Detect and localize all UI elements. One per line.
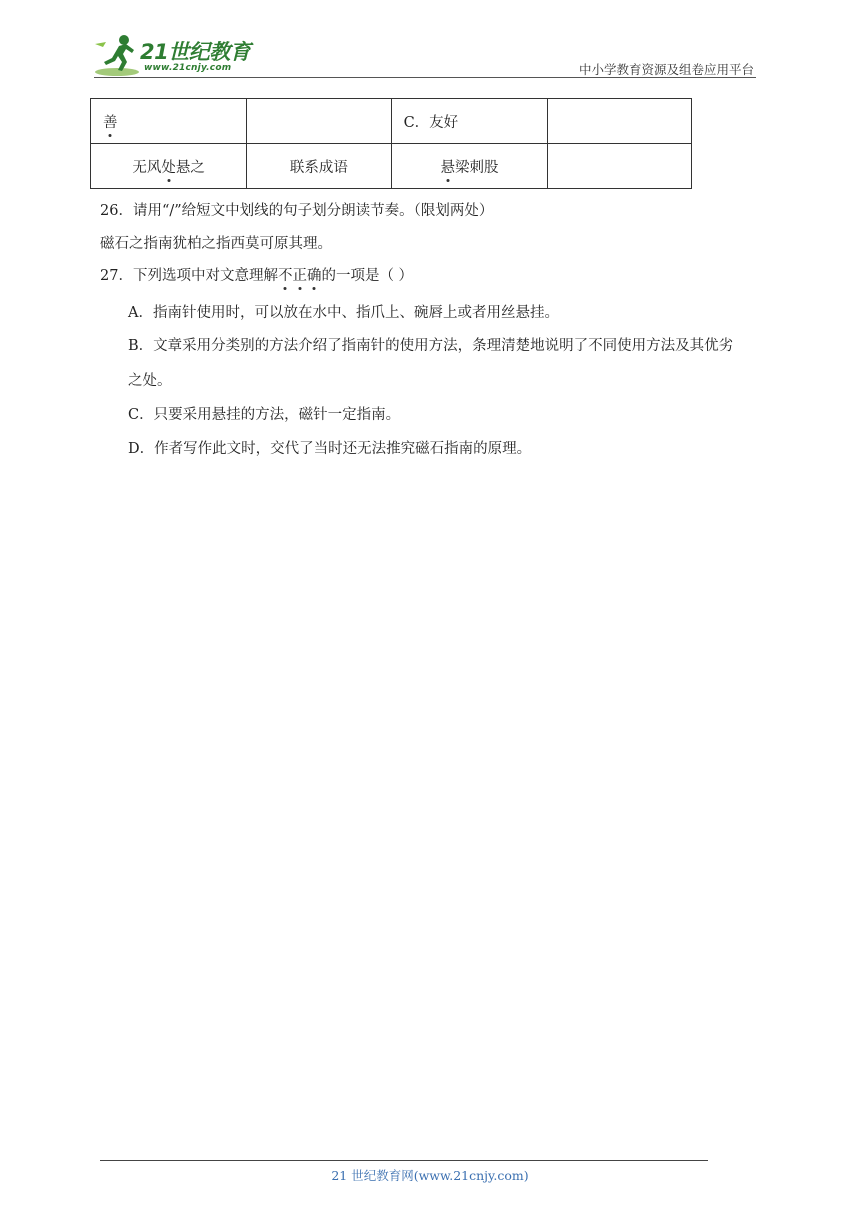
table-cell [91, 144, 247, 189]
question-27 [100, 264, 413, 285]
footer-divider [100, 1160, 708, 1161]
cell-text: 无风 [132, 159, 162, 176]
site-logo[interactable] [92, 32, 262, 78]
table-cell: 联系成语 [247, 144, 391, 189]
logo-title: 21世纪教育 [140, 40, 251, 64]
table-row [91, 99, 692, 144]
emphasis-dotted-char: 正 [292, 264, 307, 285]
table-cell[interactable] [548, 144, 692, 189]
question-27-suffix: 的一项是（ ） [321, 268, 414, 284]
table-cell [91, 99, 247, 144]
page-header [92, 30, 756, 78]
emphasis-dotted-char: 确 [307, 264, 322, 285]
table-cell: C．友好 [391, 99, 548, 144]
option-d[interactable]: D．作者写作此文时，交代了当时还无法推究磁石指南的原理。 [128, 441, 532, 457]
runner-logo-icon [92, 32, 142, 78]
option-b[interactable]: B．文章采用分类别的方法介绍了指南针的使用方法，条理清楚地说明了不同使用方法及其优劣 [128, 338, 734, 354]
table-cell[interactable] [247, 99, 391, 144]
cell-text: 悬之 [175, 159, 205, 176]
option-c[interactable]: C．只要采用悬挂的方法，磁针一定指南。 [128, 407, 401, 423]
option-b-continued[interactable]: 之处。 [128, 373, 172, 389]
header-divider [94, 77, 756, 78]
cell-text: 梁刺股 [454, 159, 499, 176]
emphasis-dotted-char: 善 [103, 111, 118, 132]
table-cell [391, 144, 548, 189]
option-a[interactable]: A．指南针使用时，可以放在水中、指爪上、碗唇上或者用丝悬挂。 [128, 305, 559, 321]
emphasis-dotted-char: 处 [161, 156, 176, 177]
vocab-table [90, 98, 692, 189]
footer-link[interactable]: 21 世纪教育网(www.21cnjy.com) [331, 1168, 529, 1183]
table-row [91, 144, 692, 189]
emphasis-dotted-char: 不 [278, 264, 293, 285]
emphasis-dotted-char: 悬 [440, 156, 455, 177]
logo-url: www.21cnjy.com [144, 63, 232, 73]
header-platform-label: 中小学教育资源及组卷应用平台 [578, 62, 754, 77]
question-26: 26．请用“/”给短文中划线的句子划分朗读节奏。（限划两处） [100, 203, 494, 219]
question-27-prefix: 27．下列选项中对文意理解 [100, 268, 278, 284]
question-26-sentence: 磁石之指南犹柏之指西莫可原其理。 [100, 236, 332, 252]
table-cell[interactable] [548, 99, 692, 144]
